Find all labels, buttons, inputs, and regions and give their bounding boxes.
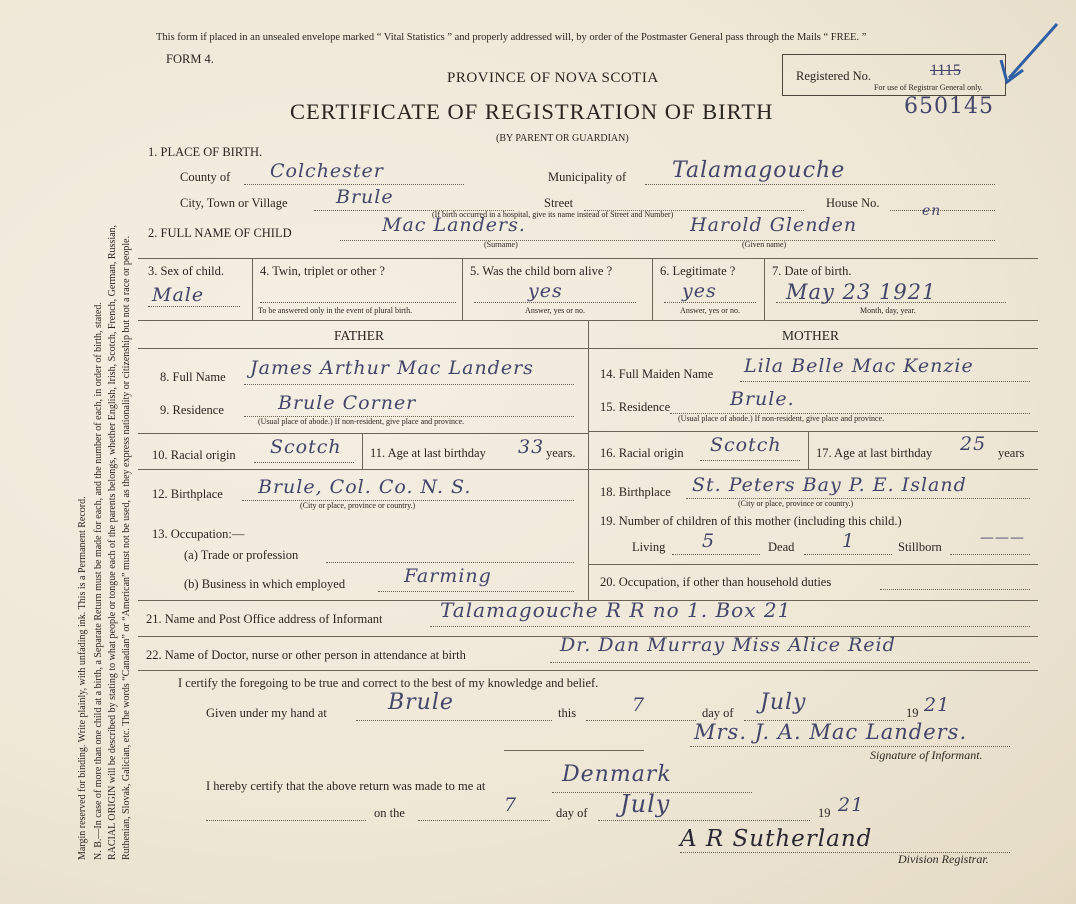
certify-day-of-label: day of [702,706,734,720]
doctor-label: 22. Name of Doctor, nurse or other person in attendance at birth [146,648,466,662]
mother-birthplace-label: 18. Birthplace [600,485,671,499]
hospital-note: (If birth occurred in a hospital, give its name instead of Street and Number) [432,210,674,219]
registrar-text: I hereby certify that the above return was made to me at [206,779,486,793]
informant-signature-label: Signature of Informant. [870,748,983,762]
province-heading: PROVINCE OF NOVA SCOTIA [447,70,659,86]
registrar-year-prefix: 19 [818,806,831,820]
legitimate-note: Answer, yes or no. [680,306,740,315]
mother-residence: Brule. [730,388,795,410]
mother-race: Scotch [710,434,782,456]
municipality-value: Talamagouche [672,158,846,183]
trade-label: (a) Trade or profession [184,548,299,562]
children-count-label: 19. Number of children of this mother (including this child.) [600,514,902,528]
certify-year-prefix: 19 [906,706,919,720]
father-race: Scotch [270,436,342,458]
certify-year: 21 [924,694,951,716]
surname-note: (Surname) [484,240,518,249]
alive-label: 5. Was the child born alive ? [470,264,613,278]
father-residence: Brule Corner [278,392,417,414]
registered-old-number: 1115 [930,62,961,79]
legitimate-label: 6. Legitimate ? [660,264,736,278]
informant-label: 21. Name and Post Office address of Informant [146,612,383,626]
mother-residence-note: (Usual place of abode.) If non-resident, give place and province. [678,414,885,423]
child-name-label: 2. FULL NAME OF CHILD [148,226,292,240]
municipality-label: Municipality of [548,170,627,184]
check-mark-icon [995,20,1060,90]
father-birthplace-note: (City or place, province or country.) [300,501,416,510]
father-business: Farming [404,565,492,587]
registrar-day: 7 [504,794,518,816]
doctor-value: Dr. Dan Murray Miss Alice Reid [560,634,896,656]
father-birthplace-label: 12. Birthplace [152,487,223,501]
mother-race-label: 16. Racial origin [600,446,684,460]
mother-age-unit: years [998,446,1025,460]
registrar-year: 21 [838,794,865,816]
sex-value: Male [152,284,205,306]
certify-day: 7 [632,694,646,716]
stillborn-count: ——— [980,530,1025,546]
mother-occupation-label: 20. Occupation, if other than household duties [600,575,832,589]
father-race-label: 10. Racial origin [152,448,236,462]
mother-age-label: 17. Age at last birthday [816,446,933,460]
mother-heading: MOTHER [782,328,839,343]
dead-count: 1 [842,530,856,552]
father-residence-note: (Usual place of abode.) If non-resident, give place and province. [258,417,465,426]
father-occupation-label: 13. Occupation:— [152,527,245,541]
father-age-unit: years. [546,446,576,460]
father-residence-label: 9. Residence [160,403,224,417]
city-value: Brule [336,186,394,208]
child-given-name: Harold Glenden [690,214,858,236]
stillborn-label: Stillborn [898,540,942,554]
registrar-month: July [620,790,671,818]
child-name-correction: en [922,203,942,219]
informant-signature: Mrs. J. A. Mac Landers. [694,720,968,744]
registered-note: For use of Registrar General only. [874,83,983,92]
living-label: Living [632,540,666,554]
father-name-label: 8. Full Name [160,370,226,384]
margin-note-2: N. B.—In case of more than one child at a birth, a Separate Return must be made for each, and the number of each, in order of birth, stated. [93,302,104,860]
registered-number: 650145 [904,94,994,119]
informant-value: Talamagouche R R no 1. Box 21 [440,598,792,622]
mother-residence-label: 15. Residence [600,400,671,414]
certify-this-label: this [558,706,577,720]
form-number: FORM 4. [166,52,214,66]
street-label: Street [544,196,574,210]
birth-date-note: Month, day, year. [860,306,916,315]
mother-name-label: 14. Full Maiden Name [600,367,714,381]
legitimate-value: yes [682,280,717,302]
registrar-signature: A R Sutherland [680,826,873,852]
given-name-note: (Given name) [742,240,787,249]
margin-note-4: Ruthenian, Slovak, Galician, etc. The words “Canadian” or “American” must not be used, as they express nationality or citizenship but not a race or people. [121,235,132,860]
sex-label: 3. Sex of child. [148,264,225,278]
registered-label: Registered No. [796,69,871,83]
father-heading: FATHER [334,328,385,343]
place-heading: 1. PLACE OF BIRTH. [148,145,263,159]
birth-date-value: May 23 1921 [786,280,937,304]
alive-value: yes [528,280,563,302]
county-value: Colchester [270,160,384,182]
margin-note-3: RACIAL ORIGIN will be described by stating to what people or tongue each of the parents belongs, whether English, Irish, Scotch, French, German, Russian, [107,224,118,860]
county-label: County of [180,170,231,184]
birth-date-label: 7. Date of birth. [772,264,852,278]
registrar-day-of-label: day of [556,806,588,820]
certify-text: I certify the foregoing to be true and correct to the best of my knowledge and belief. [178,676,599,690]
certificate-subtitle: (BY PARENT OR GUARDIAN) [496,133,629,144]
father-name: James Arthur Mac Landers [250,357,534,379]
house-label: House No. [826,196,880,210]
mailing-notice: This form if placed in an unsealed envelope marked “ Vital Statistics ” and properly addressed will, by order of the Postmaster General pass through the Mails “ FREE. ” [156,32,867,43]
mother-age: 25 [960,433,987,455]
mother-birthplace: St. Peters Bay P. E. Island [692,474,967,496]
twin-note: To be answered only in the event of plural birth. [258,306,413,315]
father-age-label: 11. Age at last birthday [370,446,486,460]
mother-name: Lila Belle Mac Kenzie [744,355,974,377]
margin-note-1: Margin reserved for binding. Write plainly, with unfading ink. This is a Permanent Record. [77,496,88,860]
certify-place: Brule [388,690,454,715]
mother-birthplace-note: (City or place, province or country.) [738,499,854,508]
city-label: City, Town or Village [180,196,288,210]
business-label: (b) Business in which employed [184,577,346,591]
certify-month: July [760,690,807,715]
given-under-label: Given under my hand at [206,706,327,720]
registrar-on-label: on the [374,806,405,820]
twin-label: 4. Twin, triplet or other ? [260,264,385,278]
child-surname: Mac Landers. [382,214,526,236]
alive-note: Answer, yes or no. [525,306,585,315]
registrar-label: Division Registrar. [898,852,989,866]
registrar-place: Denmark [562,762,672,787]
certificate-title: CERTIFICATE OF REGISTRATION OF BIRTH [290,99,774,124]
living-count: 5 [702,530,716,552]
dead-label: Dead [768,540,795,554]
father-age: 33 [518,436,545,458]
father-birthplace: Brule, Col. Co. N. S. [258,476,472,498]
